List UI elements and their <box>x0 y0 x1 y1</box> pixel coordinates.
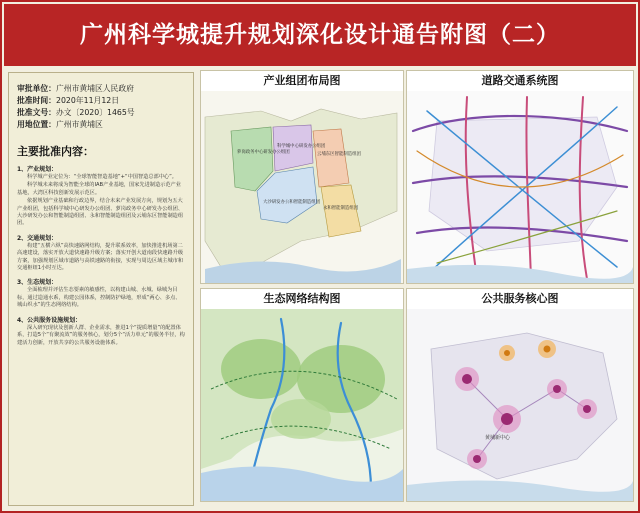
info-row-doc-number <box>17 107 185 119</box>
section-public-service <box>17 315 185 347</box>
info-row-location <box>17 119 185 131</box>
info-label: 批准文号： <box>17 108 56 117</box>
title-banner <box>4 4 636 66</box>
info-row-unit <box>17 83 185 95</box>
section-industry <box>17 164 185 228</box>
industry-map-panel <box>200 70 404 284</box>
panel-title: 公共服务核心图 <box>481 292 559 305</box>
section-title: 4、公共服务设施规划： <box>17 316 82 324</box>
section-paragraph: 深入研究现状及创新人群、企业需求，推进1个“提质增量”的配置体系，打造5个“有聚流效”的服务核心，划分5个“活力单元”的服务半径，构建活力创新，开放共享的公共服务设施体系。 <box>17 324 185 346</box>
section-paragraph: 全面梳理并评估生态要素的敏感性，以构建山城、水城、绿城为目标，通过造通水系，构建公园体系，控制防护绿地，形成“两心、多点、城山织水”的生态网络结构。 <box>17 287 181 309</box>
panel-title: 生态网络结构图 <box>263 292 341 305</box>
info-value: 办文〔2020〕1465号 <box>55 108 135 117</box>
panel-title: 产业组团布局图 <box>263 74 341 87</box>
section-paragraph: 科学城产业定位为：“全球智能智造基地”+“中国智造总部中心”。 <box>27 174 177 180</box>
section-title: 3、生态规划： <box>17 279 58 287</box>
info-label: 用地位置： <box>17 120 56 129</box>
approval-info <box>17 83 185 131</box>
info-row-date <box>17 95 185 107</box>
section-paragraph: 构建“五横六纵”高快速路网结构，提升联系效率，加快推进机场第二高速建设，落实开放大道快速路升级方案；落实开创大道南段快速路升级方案，加强规划区域市道路与高铁速路的衔接，实现与周边区域主城市和交通枢纽1小时互达。 <box>17 242 184 272</box>
cluster-label: 云埔东区智能制造组团 <box>317 152 361 157</box>
section-title: 2、交通规划： <box>17 234 58 242</box>
page-title: 广州科学城提升规划深化设计通告附图（二） <box>80 22 560 48</box>
industry-map <box>201 91 403 283</box>
info-value: 广州市黄埔区 <box>55 120 103 129</box>
public-service-map <box>407 309 633 501</box>
section-title: 1、产业规划： <box>17 166 58 173</box>
info-label: 审批单位： <box>17 84 56 93</box>
cluster-label: 永和智能制造组团 <box>323 206 359 211</box>
panel-title: 道路交通系统图 <box>481 74 559 87</box>
ecology-map-panel <box>200 288 404 502</box>
cluster-label: 科学城中心研发办公组团 <box>277 144 326 149</box>
section-paragraph: 科学城未来将成为智能全球的IAB产业基地，国家先进制造示范产业基地，大湾区科技创新发展示范区。 <box>17 182 181 196</box>
traffic-map-panel <box>406 70 634 284</box>
info-value: 广州市黄埔区人民政府 <box>55 84 134 93</box>
section-traffic <box>17 233 185 273</box>
cluster-label: 大沙研发办公和智能制造组团 <box>263 200 321 205</box>
content-heading: 主要批准内容： <box>17 145 94 158</box>
info-label: 批准时间： <box>17 96 56 105</box>
cluster-label: 萝岗政务中心研发办公组团 <box>237 150 290 155</box>
section-ecology <box>17 277 185 309</box>
info-value: 2020年11月12日 <box>55 96 120 105</box>
ecology-map <box>201 309 403 501</box>
core-label: 黄埔新中心 <box>485 435 511 441</box>
public-service-map-panel <box>406 288 634 502</box>
text-column <box>8 72 194 506</box>
section-paragraph: 依据规划产业基础和行政边界，结合未来产业发展方向，规划为五大产业组团，包括科学城中心研发办公组团、萝岗政务中心研发办公组团、大沙研发办公和智能制造组团、永和智能制造组团及云埔东区智能制造组团。 <box>17 198 184 227</box>
traffic-map <box>407 91 633 283</box>
